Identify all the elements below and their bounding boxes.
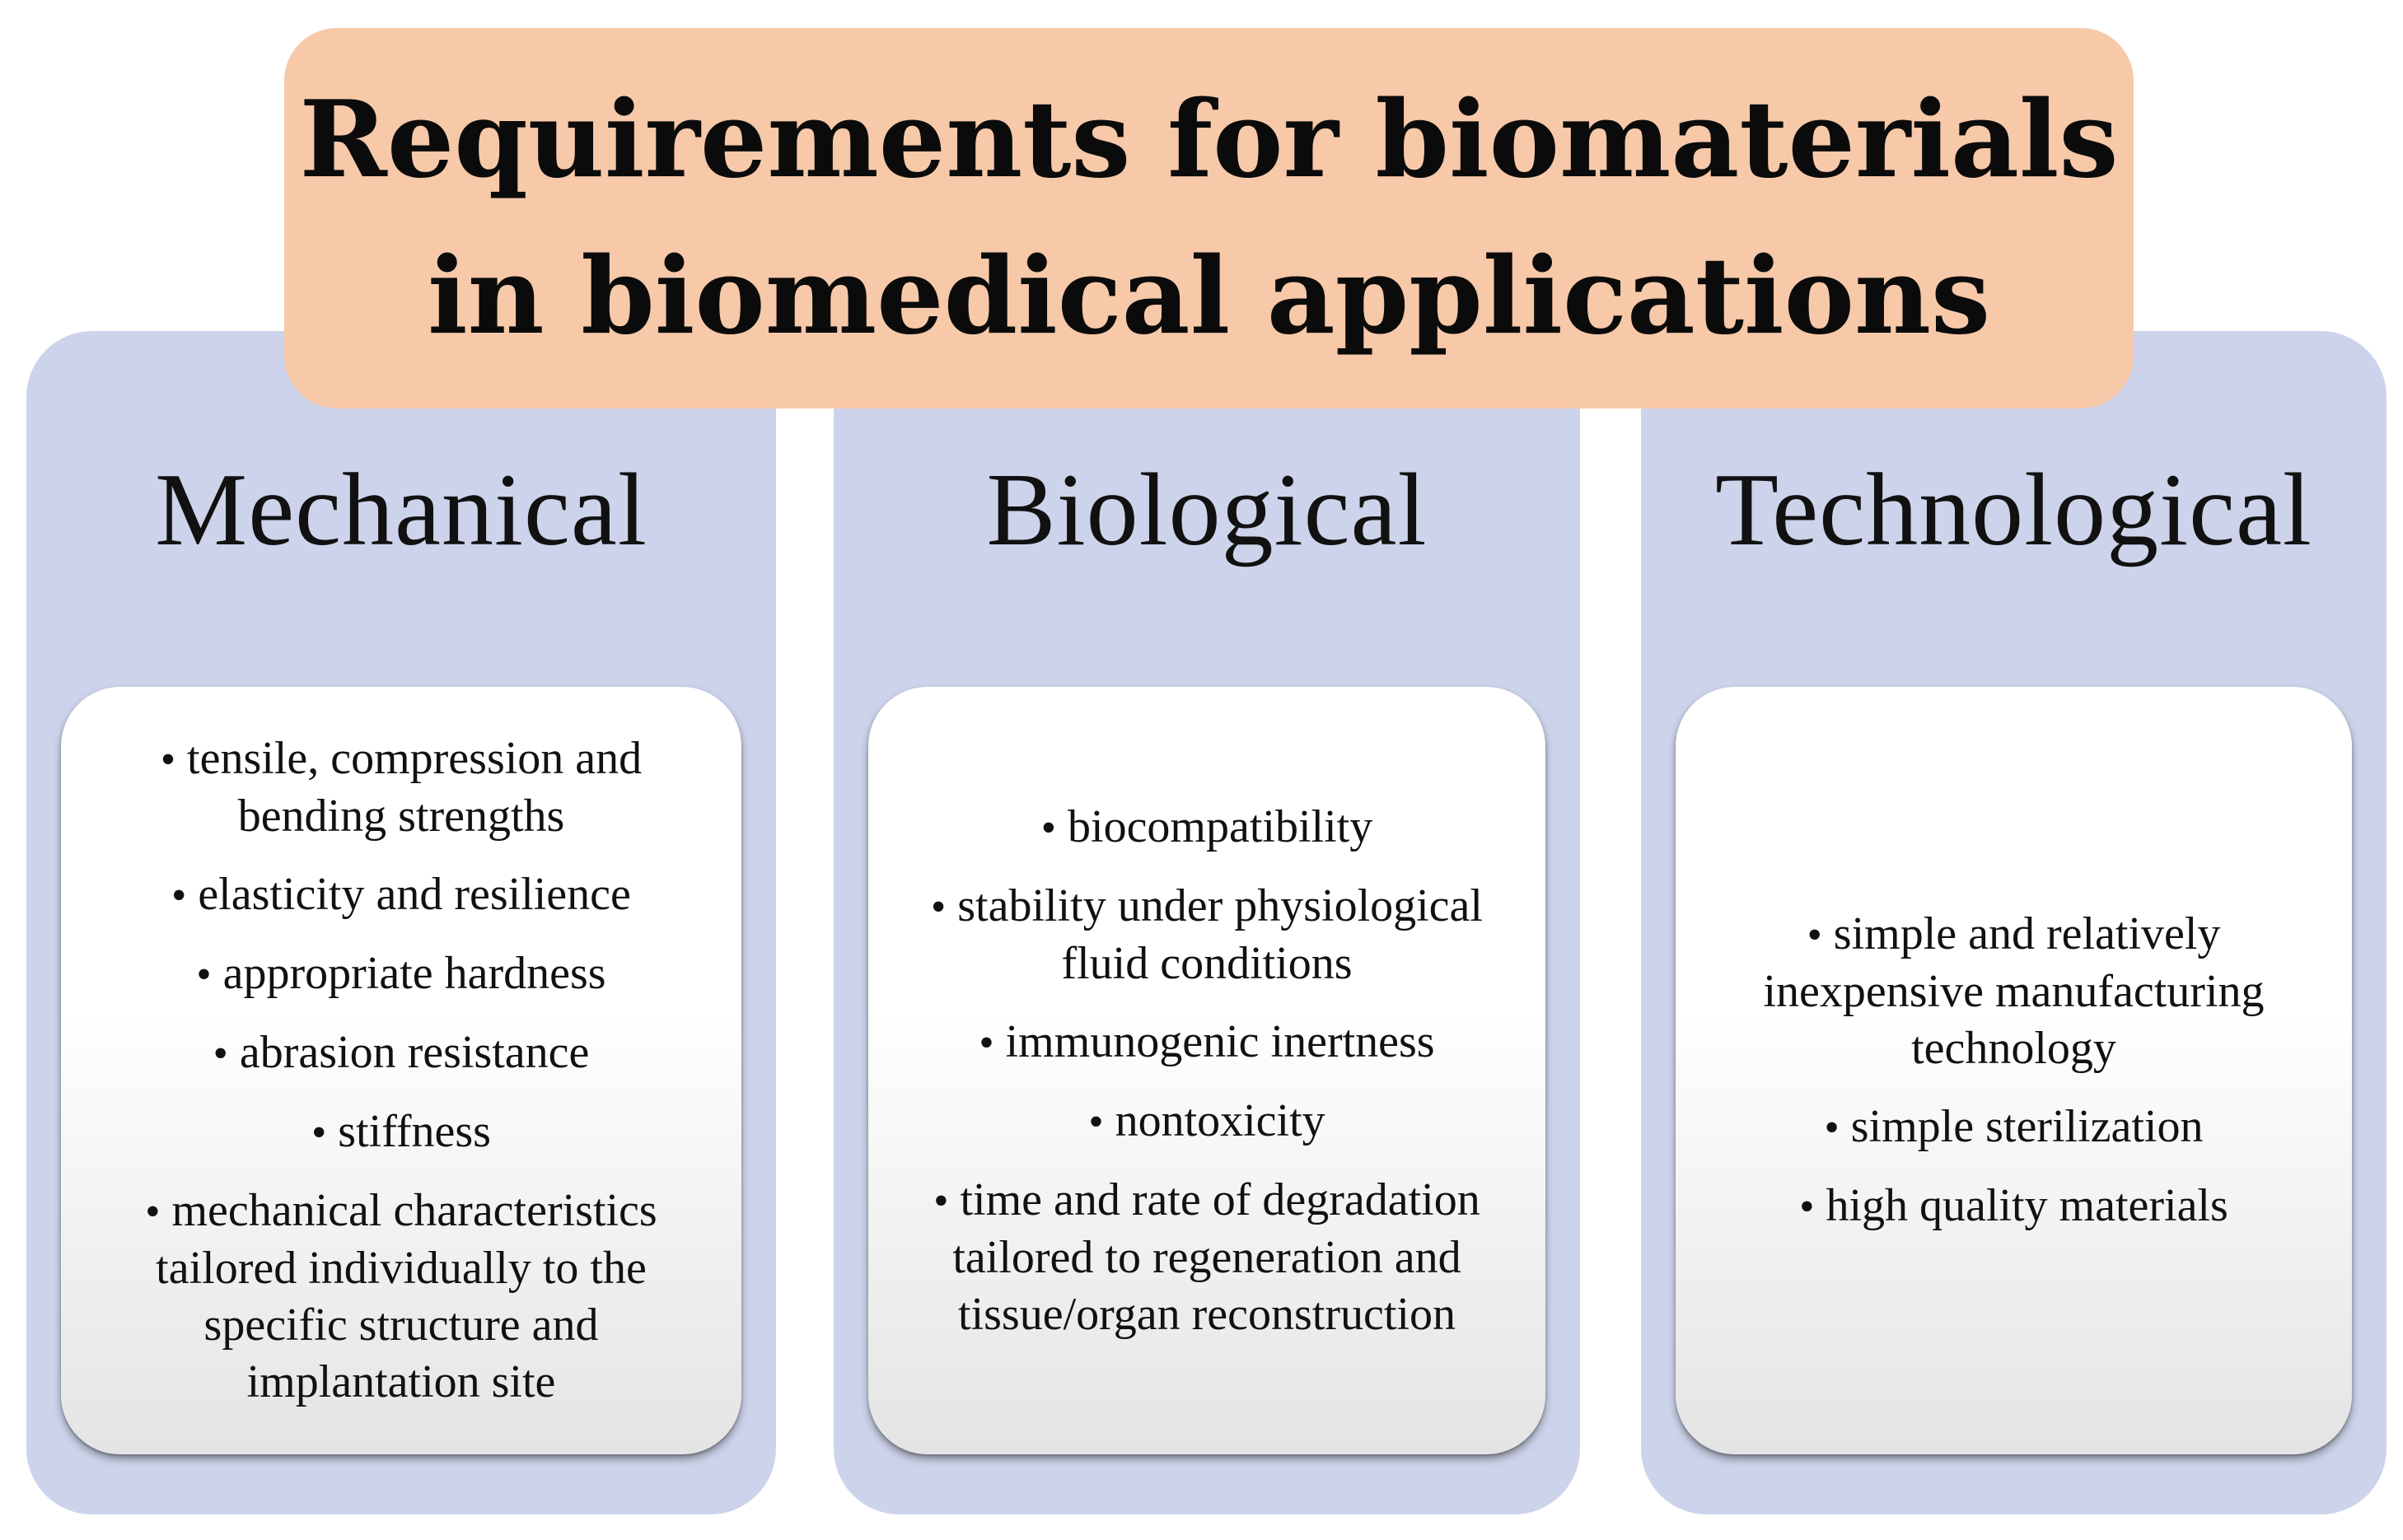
bullet-icon: • (160, 736, 176, 783)
bullet-icon: • (171, 872, 187, 919)
item-text: high quality materials (1826, 1180, 2228, 1231)
column-title-mechanical: Mechanical (155, 453, 648, 567)
column-technological (1641, 331, 2387, 1514)
item-text: elasticity and resilience (198, 869, 631, 920)
bullet-icon: • (1807, 912, 1822, 959)
list-item (138, 730, 665, 845)
item-text: immunogenic inertness (1005, 1015, 1435, 1067)
item-text: tensile, compression and bending strengths (187, 733, 643, 842)
list-item (196, 945, 605, 1003)
list-item (979, 1014, 1434, 1071)
item-text: abrasion resistance (239, 1027, 590, 1078)
column-title-biological: Biological (986, 453, 1428, 567)
list-item (1799, 1178, 2228, 1235)
item-text: time and rate of degradation tailored to regeneration and tissue/organ reconstruction (952, 1174, 1480, 1340)
item-text: nontoxicity (1115, 1094, 1325, 1146)
column-mechanical (26, 331, 776, 1514)
diagram-title-box (284, 28, 2134, 408)
bullet-icon: • (1088, 1098, 1104, 1146)
list-item (1041, 799, 1372, 856)
bullet-icon: • (196, 951, 212, 998)
list-item (101, 1183, 702, 1411)
requirements-card-mechanical (61, 687, 741, 1454)
item-text: biocompatibility (1068, 800, 1373, 852)
bullet-icon: • (931, 883, 947, 931)
item-text: simple sterilization (1850, 1101, 2204, 1152)
item-text: mechanical characteristics tailored individually to the specific structure and implantation site (156, 1185, 657, 1407)
bullet-icon: • (145, 1188, 161, 1235)
item-text: appropriate hardness (222, 948, 606, 999)
list-item (311, 1104, 491, 1161)
column-title-technological: Technological (1715, 453, 2312, 567)
item-text: simple and relatively inexpensive manufacturing technology (1763, 908, 2265, 1074)
bullet-icon: • (1799, 1183, 1815, 1230)
diagram-title-line-1: Requirements for biomaterials (299, 78, 2119, 202)
diagram-title-line-2: in biomedical applications (427, 235, 1991, 358)
list-item (171, 866, 631, 924)
bullet-icon: • (1040, 804, 1057, 852)
column-biological (834, 331, 1580, 1514)
bullet-icon: • (213, 1030, 228, 1077)
list-item (894, 1172, 1520, 1343)
item-text: stiffness (338, 1106, 491, 1157)
requirements-card-biological (868, 687, 1545, 1454)
bullet-icon: • (933, 1177, 949, 1225)
requirements-card-technological (1676, 687, 2352, 1454)
bullet-icon: • (311, 1109, 327, 1156)
bullet-icon: • (979, 1019, 994, 1066)
list-item (1825, 1099, 2204, 1156)
list-item (213, 1024, 590, 1082)
list-item (1088, 1093, 1325, 1150)
list-item (1718, 906, 2311, 1077)
item-text: stability under physiological fluid conditions (957, 880, 1483, 989)
bullet-icon: • (1824, 1104, 1840, 1151)
list-item (894, 878, 1520, 992)
